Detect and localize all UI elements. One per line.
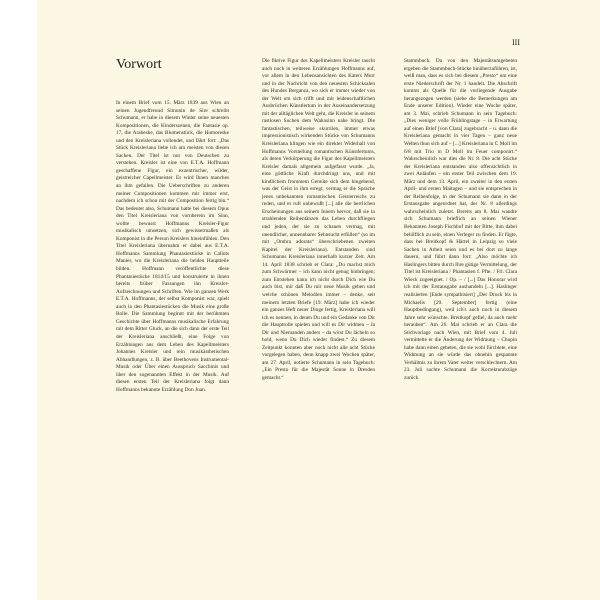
page-title: Vorwort <box>116 57 162 72</box>
page-number: III <box>512 38 520 47</box>
text-column-3 <box>404 58 517 560</box>
text-column-1 <box>116 100 229 560</box>
text-column-2 <box>262 58 375 560</box>
column-2-text: Die fiktive Figur des Kapellmeisters Kreisler taucht auch noch in weiteren Erzählungen Hoffmanns auf, vor allem in den Lebensansichten des Katers Murr und in der Nachricht von den neuesten Schicksalen des Hundes Berganza, wo sich er immer wieder von der Welt um sich trifft und mit leidenschaftlichen Ausbrüchen Künstlertum in der Auseinandersetzung mit der alltäglichen Welt geht, die Kreisler in seinem rastlosen Suchen dem Wahnsinn nahe bringt. Die fantastischen, teilweise skurrilen, immer etwas impressionistisch wirkenden Stücke von Schumanns Kreisleriana klingen wie ein direkter Widerhall von Hoffmanns Vorstellung romantischen Künstlertums, als deren Verkörperung die Figur des Kapellmeisters Kreisler damals allgemein aufgefasst wurde. „Ja, eine göttliche Kraft durchdringt uns, und mit kindlichem frommem Gemüte sich dem hingebend, was der Geist in ihm erregt, vermag er die Sprache jenes unbekannten romantischen Geisterreichs zu reden, und er ruft unbewußt [...] alle die herrlichen Erscheinungen aus seinem Innern hervor, daß sie in strahlenden Reihentänzen das Leben durchfliegen und jeden, der sie zu schauen vermag, mit unendlicher, unnennbarer Sehnsucht erfüllen“ (so im mit „Ombra adorata“ überschriebenen zweiten Kapitel der Kreisleriana). Entstanden sind Schumanns Kreisleriana innerhalb kurzer Zeit. Am 14. April 1838 schrieb er Clara: „Du machst mich zum Schwärmer – ich kann nicht genug hinbringen; zum Entstehen kann ich nicht durch Dich wie Du auch bist, mir daß Du mir neue Musik geben und welche schönen Melodien immer – denke, seit meinem letzten Briefe [19. März] habe ich wieder ein ganzes Heft neuer Dinge fertig, Kreisleriana will ich es nennen, in denen Du und ein Gedanke von Dir die Hauptrolle spielen und will es Dir widmen – Ja Dir und Niemanden anders – da wirst Du lächeln so hold, wenn Du Dich wieder findest.“ Zu diesem Zeitpunkt konnten aber noch nicht alle acht Stücke vorgelegen haben, denn knapp zwei Wochen später, am 27. April, notierte Schumann in sein Tagebuch: „Ein Presto für die Majestät Sonne in Dresden gemacht.“ <box>262 58 375 381</box>
column-3-text: Stammbuch. Da von den Majestätsumgebeten ergeben die Stammbuch-Stücke hinüberzuführen, ist, weiß man, dass es sich bei diesem „Presto“ um eine erste Niederschrift der Nr. 1 handelt. Die Abschrift kommt als Quelle für die vorliegende Ausgabe herangezogen werden (siehe die Bemerkungen am Ende unserer Edition). Wieder eine Woche später, am 3. Mai, schrieb Schumann in sein Tagebuch: „Dies weniger volle Frühlingstage – in Erwartung auf einen Brief [von Clara] zugebracht – u. dann die Kreisleriana gemacht in vier Tagen – ganz neue Welten thun sich auf – [...] Kreisleriana in C Moll im 6/8 mit Trio in D Moll im Feuer componirt.“ Wahrscheinlich war dies die Nr. 8. Die acht Stücke der Kreisleriana entstanden also offensichtlich in zwei Anläufen – ein erster Teil zwischen dem 19. März und dem 13. April, ein zweiter in den ersten April- und ersten Maitagen – und sie entsprechen in der Reihenfolge, in der Schumann sie dann in der Erstausgabe angeordnet hat, der Nr. 8 allerdings wahrscheinlich zuletzt. Bereits am 8. Mai wandte sich Schumann brieflich an seinen Wiener Bekannten Joseph Fischhof mit der Bitte, ihm dabei behilflich zu sein, einen Verleger zu finden. Er fügte, dass bei Breitkopf & Härtel in Leipzig so viele Sachen in Arbeit seien und es bei dort zu lange dauern, und führt dann fort: „Also möchte ich Haslingers bitten durch Ihre gütige Vermittelung, der Titel ist Kreisleriana / Phantasien f. Pfte. / Frl. Clara Wieck zugeeignet. / Op. – / [...] Das Honorar wird ich mit der Erstausgabe aushandeln [...]. Haslinger realisierten [Ende sympathisiert] „Der Druck bis in Michaelis [29. September] fertig (eine Hauptbedingung), weil ich's auch noch in diesem Jahre sehr wünschte. Breitkopf gefiel, da auch mehr herauben“. Am 26. Mai schrieb er an Clara die Stichvorlage nach Wien, mit Brief vom 4. Juli vermittelte er die Änderung der Widmung – Chopin habe dann einen gebeten, die sie wohl fürchtete, eine Widmung an sie würde das ohnehin gespannte Verhältnis zu ihrem Vater weiter verschlechtern. Am 23. Juli suchte Schumann die Korrekturabzüge zurück <box>404 58 517 381</box>
score-page <box>37 0 600 600</box>
column-1-text: In einem Brief vom 15. März 1839 aus Wien an seinen Jugendfreund Simonin de Sire schreibt Schumann, er habe in diesem Winter seine neuesten Kompositionen, die Kinderszenen, die Fantasie op. 17, die Arabeske, das Blumenstück, die Humoreske und den Kreisleriana vollendet, und fährt fort: „Das Stück Kreisleriana liebe ich am meisten von diesen Sachen. Der Titel ist nur von Deutschen zu verstehen. Kreisler ist eine von E.T.A. Hoffmann geschaffene Figur, ein exzentrischer, wilder, geistreicher Capellmeister. Es wird Ihnen manches an ihm gefallen. Die Ueberschriften zu anderen meiner Compositionen kommen mir immer erst, nachdem ich schon mit der Composition fertig bin.“ Das bedeutet also, Schumann hatte bei diesem Opus den Titel Kreisleriana von vornherein im Sinn, wollte bewusst Hoffmanns Kreisler-Figur musikalisch umsetzen, sich gewissermaßen als Komponist in die Person Kreislers hineinfühlen. Den Titel Kreisleriana übernahm er dabei aus E.T.A. Hoffmanns Sammlung Phantasiestücke in Callots Manier, wo die Kreisleriana die beiden Hauptteile bilden. Hoffmann veröffentlichte diese Phantasiestücke 1814/15 und konstruierte in ihnen bereits früher Fassungen ihn Kreisler-Aufzeichnungen und Schriften. Wie im ganzen Werk E.T.A. Hoffmanns, der selbst Komponist war, spielt auch in den Phantasiestücken die Musik eine große Rolle. Die Sammlung beginnt mit der berühmten Geschichte über Hoffmanns musikalische Erfahrung mit dem Ritter Gluck, an die sich dann der erste Teil der Kreisleriana anschließt, eine Folge von Erzählungen aus dem Leben des Kapellmeisters Johannes Kreisler und rein musikästhetischen Abhandlungen, z. B. über Beethovens Instrumental-Musik oder Über einen Ausspruch Sacchinis und über den sogenannten Effekt in der Musik. Auf diesen ersten Teil der Kreisleriana folgt dann Hoffmanns bekannte Erzählung Don Juan. <box>116 100 229 393</box>
